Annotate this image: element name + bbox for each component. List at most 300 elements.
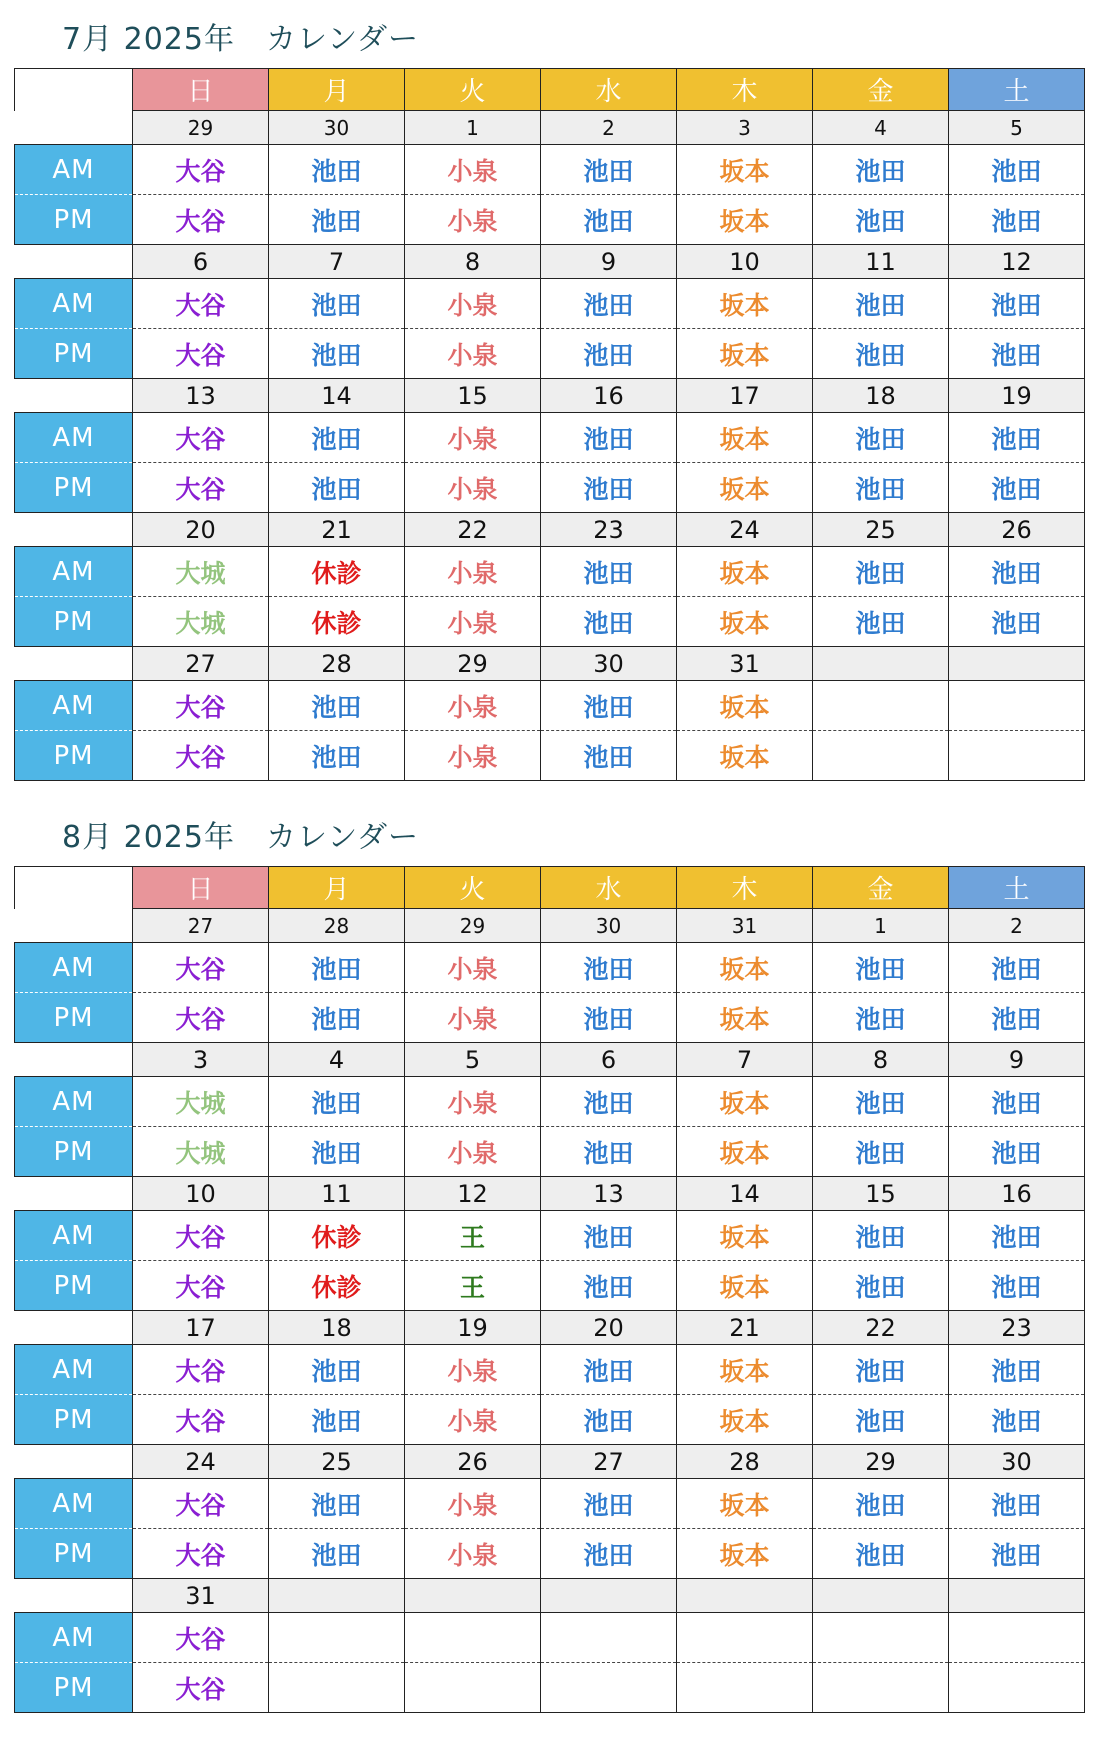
doctor-cell — [269, 1613, 405, 1663]
doctor-cell: 池田 — [541, 1395, 677, 1445]
date-cell — [949, 1579, 1085, 1613]
am-row — [15, 145, 1085, 195]
weekday-header: 月 — [269, 69, 405, 111]
doctor-cell: 池田 — [949, 413, 1085, 463]
date-cell: 4 — [813, 111, 949, 145]
date-row — [15, 111, 1085, 145]
weekday-header: 火 — [405, 867, 541, 909]
doctor-cell: 池田 — [949, 329, 1085, 379]
doctor-cell: 池田 — [813, 145, 949, 195]
doctor-cell: 坂本 — [677, 731, 813, 781]
doctor-cell: 王 — [405, 1261, 541, 1311]
doctor-cell: 大城 — [133, 597, 269, 647]
date-cell: 16 — [949, 1177, 1085, 1211]
date-cell: 5 — [405, 1043, 541, 1077]
date-cell: 29 — [133, 111, 269, 145]
date-cell: 9 — [949, 1043, 1085, 1077]
date-row — [15, 909, 1085, 943]
pm-label: PM — [15, 1529, 133, 1579]
doctor-cell: 池田 — [269, 1127, 405, 1177]
am-label: AM — [15, 145, 133, 195]
date-cell: 6 — [541, 1043, 677, 1077]
doctor-cell: 大谷 — [133, 943, 269, 993]
doctor-cell: 小泉 — [405, 547, 541, 597]
date-row-label-blank — [15, 1177, 133, 1211]
date-cell: 2 — [949, 909, 1085, 943]
doctor-cell: 大谷 — [133, 1613, 269, 1663]
date-cell: 8 — [813, 1043, 949, 1077]
doctor-cell: 池田 — [949, 1479, 1085, 1529]
doctor-cell: 大谷 — [133, 1211, 269, 1261]
doctor-cell: 池田 — [269, 1077, 405, 1127]
am-label: AM — [15, 1479, 133, 1529]
doctor-cell: 坂本 — [677, 279, 813, 329]
weekday-header: 土 — [949, 69, 1085, 111]
date-cell: 15 — [405, 379, 541, 413]
doctor-cell: 池田 — [541, 597, 677, 647]
doctor-cell: 池田 — [813, 993, 949, 1043]
doctor-cell: 池田 — [269, 943, 405, 993]
date-cell: 7 — [269, 245, 405, 279]
doctor-cell: 小泉 — [405, 145, 541, 195]
date-cell: 31 — [677, 647, 813, 681]
doctor-cell: 小泉 — [405, 1127, 541, 1177]
calendar-table — [14, 68, 1085, 781]
date-cell: 30 — [541, 909, 677, 943]
am-row — [15, 1613, 1085, 1663]
date-cell — [541, 1579, 677, 1613]
doctor-cell: 大谷 — [133, 195, 269, 245]
doctor-cell: 池田 — [541, 1345, 677, 1395]
doctor-cell: 大谷 — [133, 993, 269, 1043]
doctor-cell: 大谷 — [133, 1395, 269, 1445]
date-cell: 18 — [269, 1311, 405, 1345]
doctor-cell: 池田 — [813, 943, 949, 993]
am-label: AM — [15, 547, 133, 597]
doctor-cell: 池田 — [949, 1211, 1085, 1261]
pm-label: PM — [15, 195, 133, 245]
date-cell: 21 — [677, 1311, 813, 1345]
date-row — [15, 1177, 1085, 1211]
doctor-cell: 池田 — [813, 1261, 949, 1311]
date-cell: 11 — [813, 245, 949, 279]
pm-label: PM — [15, 731, 133, 781]
doctor-cell: 坂本 — [677, 1345, 813, 1395]
doctor-cell: 大谷 — [133, 145, 269, 195]
weekday-header: 日 — [133, 867, 269, 909]
doctor-cell: 池田 — [949, 1395, 1085, 1445]
am-label: AM — [15, 681, 133, 731]
weekday-header: 金 — [813, 69, 949, 111]
doctor-cell: 大城 — [133, 1127, 269, 1177]
doctor-cell: 池田 — [813, 1077, 949, 1127]
pm-row — [15, 993, 1085, 1043]
date-cell: 29 — [405, 647, 541, 681]
doctor-cell: 坂本 — [677, 1479, 813, 1529]
am-label: AM — [15, 413, 133, 463]
doctor-cell — [813, 1663, 949, 1713]
doctor-cell: 休診 — [269, 1211, 405, 1261]
date-cell: 1 — [813, 909, 949, 943]
calendar-august — [14, 866, 1084, 1713]
doctor-cell: 池田 — [813, 463, 949, 513]
calendar-title-july: 7月 2025年 カレンダー — [62, 22, 420, 57]
pm-label: PM — [15, 329, 133, 379]
doctor-cell: 池田 — [269, 1529, 405, 1579]
doctor-cell: 坂本 — [677, 1395, 813, 1445]
doctor-cell: 池田 — [813, 1529, 949, 1579]
date-row-label-blank — [15, 1311, 133, 1345]
doctor-cell — [541, 1613, 677, 1663]
date-cell: 17 — [133, 1311, 269, 1345]
doctor-cell: 池田 — [813, 547, 949, 597]
doctor-cell: 坂本 — [677, 329, 813, 379]
doctor-cell: 池田 — [269, 145, 405, 195]
weekday-header: 火 — [405, 69, 541, 111]
pm-label: PM — [15, 1127, 133, 1177]
doctor-cell: 大谷 — [133, 329, 269, 379]
doctor-cell — [813, 681, 949, 731]
doctor-cell: 池田 — [269, 681, 405, 731]
doctor-cell: 池田 — [813, 597, 949, 647]
weekday-header: 木 — [677, 69, 813, 111]
doctor-cell: 池田 — [813, 195, 949, 245]
date-cell: 31 — [677, 909, 813, 943]
date-cell: 14 — [269, 379, 405, 413]
date-cell: 26 — [949, 513, 1085, 547]
am-row — [15, 943, 1085, 993]
doctor-cell: 坂本 — [677, 463, 813, 513]
date-cell: 4 — [269, 1043, 405, 1077]
date-cell: 10 — [133, 1177, 269, 1211]
date-cell: 25 — [813, 513, 949, 547]
doctor-cell: 坂本 — [677, 1529, 813, 1579]
doctor-cell: 休診 — [269, 547, 405, 597]
doctor-cell: 小泉 — [405, 463, 541, 513]
doctor-cell: 池田 — [949, 1077, 1085, 1127]
header-corner — [15, 69, 133, 111]
date-row — [15, 1579, 1085, 1613]
doctor-cell — [677, 1613, 813, 1663]
doctor-cell: 小泉 — [405, 1345, 541, 1395]
doctor-cell: 池田 — [541, 1077, 677, 1127]
date-cell: 3 — [677, 111, 813, 145]
doctor-cell: 池田 — [949, 195, 1085, 245]
doctor-cell: 池田 — [541, 329, 677, 379]
doctor-cell: 大谷 — [133, 463, 269, 513]
weekday-header-row — [15, 867, 1085, 909]
doctor-cell — [949, 731, 1085, 781]
date-cell: 21 — [269, 513, 405, 547]
doctor-cell: 池田 — [541, 1529, 677, 1579]
calendar-title-august: 8月 2025年 カレンダー — [62, 820, 420, 855]
doctor-cell: 小泉 — [405, 1529, 541, 1579]
doctor-cell: 大城 — [133, 1077, 269, 1127]
date-cell: 19 — [405, 1311, 541, 1345]
pm-label: PM — [15, 1663, 133, 1713]
date-cell: 27 — [133, 647, 269, 681]
doctor-cell: 池田 — [813, 1395, 949, 1445]
doctor-cell: 坂本 — [677, 597, 813, 647]
doctor-cell: 池田 — [541, 1479, 677, 1529]
date-cell: 30 — [269, 111, 405, 145]
weekday-header: 土 — [949, 867, 1085, 909]
date-cell: 13 — [541, 1177, 677, 1211]
date-cell — [677, 1579, 813, 1613]
am-label: AM — [15, 1345, 133, 1395]
doctor-cell: 池田 — [541, 195, 677, 245]
doctor-cell: 坂本 — [677, 1077, 813, 1127]
doctor-cell: 休診 — [269, 1261, 405, 1311]
header-corner — [15, 867, 133, 909]
doctor-cell: 坂本 — [677, 993, 813, 1043]
weekday-header: 木 — [677, 867, 813, 909]
pm-row — [15, 1261, 1085, 1311]
doctor-cell: 池田 — [949, 279, 1085, 329]
doctor-cell: 池田 — [949, 1127, 1085, 1177]
calendar-july — [14, 68, 1084, 781]
doctor-cell: 池田 — [949, 145, 1085, 195]
date-row — [15, 1311, 1085, 1345]
doctor-cell: 池田 — [813, 413, 949, 463]
am-label: AM — [15, 943, 133, 993]
doctor-cell: 小泉 — [405, 1077, 541, 1127]
date-cell: 6 — [133, 245, 269, 279]
doctor-cell: 坂本 — [677, 1127, 813, 1177]
doctor-cell: 池田 — [269, 993, 405, 1043]
doctor-cell: 池田 — [541, 993, 677, 1043]
am-row — [15, 681, 1085, 731]
date-cell: 11 — [269, 1177, 405, 1211]
doctor-cell: 小泉 — [405, 329, 541, 379]
date-cell: 20 — [133, 513, 269, 547]
doctor-cell: 池田 — [541, 145, 677, 195]
doctor-cell: 池田 — [541, 943, 677, 993]
doctor-cell: 池田 — [813, 1127, 949, 1177]
doctor-cell: 池田 — [269, 463, 405, 513]
date-row-label-blank — [15, 245, 133, 279]
weekday-header: 月 — [269, 867, 405, 909]
date-cell: 29 — [813, 1445, 949, 1479]
doctor-cell: 大谷 — [133, 279, 269, 329]
doctor-cell: 小泉 — [405, 413, 541, 463]
doctor-cell: 池田 — [541, 731, 677, 781]
date-cell: 17 — [677, 379, 813, 413]
doctor-cell: 大谷 — [133, 413, 269, 463]
date-cell — [949, 647, 1085, 681]
date-cell: 28 — [677, 1445, 813, 1479]
date-row — [15, 647, 1085, 681]
doctor-cell: 大谷 — [133, 681, 269, 731]
date-row-label-blank — [15, 513, 133, 547]
doctor-cell: 小泉 — [405, 681, 541, 731]
doctor-cell — [541, 1663, 677, 1713]
doctor-cell: 池田 — [269, 329, 405, 379]
doctor-cell: 池田 — [269, 195, 405, 245]
am-row — [15, 547, 1085, 597]
pm-label: PM — [15, 463, 133, 513]
date-cell: 10 — [677, 245, 813, 279]
date-cell: 19 — [949, 379, 1085, 413]
date-cell: 13 — [133, 379, 269, 413]
date-cell: 30 — [541, 647, 677, 681]
date-cell: 1 — [405, 111, 541, 145]
pm-row — [15, 1663, 1085, 1713]
date-cell: 9 — [541, 245, 677, 279]
doctor-cell: 坂本 — [677, 943, 813, 993]
doctor-cell: 小泉 — [405, 943, 541, 993]
date-cell: 27 — [133, 909, 269, 943]
date-cell: 22 — [813, 1311, 949, 1345]
date-cell: 24 — [133, 1445, 269, 1479]
doctor-cell: 小泉 — [405, 1479, 541, 1529]
doctor-cell: 池田 — [813, 1345, 949, 1395]
date-cell: 27 — [541, 1445, 677, 1479]
date-cell — [813, 1579, 949, 1613]
am-label: AM — [15, 279, 133, 329]
date-cell: 14 — [677, 1177, 813, 1211]
date-cell: 29 — [405, 909, 541, 943]
date-cell: 2 — [541, 111, 677, 145]
doctor-cell: 池田 — [269, 1395, 405, 1445]
date-cell: 5 — [949, 111, 1085, 145]
am-row — [15, 1345, 1085, 1395]
am-row — [15, 279, 1085, 329]
doctor-cell: 大谷 — [133, 1479, 269, 1529]
date-cell: 3 — [133, 1043, 269, 1077]
am-row — [15, 1077, 1085, 1127]
doctor-cell: 池田 — [541, 547, 677, 597]
date-row-label-blank — [15, 1579, 133, 1613]
am-label: AM — [15, 1613, 133, 1663]
date-cell: 28 — [269, 909, 405, 943]
doctor-cell: 坂本 — [677, 681, 813, 731]
date-cell: 12 — [405, 1177, 541, 1211]
doctor-cell: 大谷 — [133, 1345, 269, 1395]
date-row-label-blank — [15, 111, 133, 145]
doctor-cell — [949, 681, 1085, 731]
am-label: AM — [15, 1211, 133, 1261]
date-cell: 16 — [541, 379, 677, 413]
doctor-cell: 大谷 — [133, 1663, 269, 1713]
doctor-cell: 小泉 — [405, 279, 541, 329]
doctor-cell: 小泉 — [405, 731, 541, 781]
doctor-cell — [677, 1663, 813, 1713]
date-row — [15, 1043, 1085, 1077]
pm-label: PM — [15, 1395, 133, 1445]
pm-row — [15, 329, 1085, 379]
doctor-cell: 小泉 — [405, 1395, 541, 1445]
pm-row — [15, 1395, 1085, 1445]
doctor-cell: 坂本 — [677, 195, 813, 245]
date-cell: 20 — [541, 1311, 677, 1345]
doctor-cell: 坂本 — [677, 413, 813, 463]
doctor-cell: 大城 — [133, 547, 269, 597]
doctor-cell: 池田 — [949, 547, 1085, 597]
doctor-cell: 池田 — [541, 1211, 677, 1261]
date-row — [15, 245, 1085, 279]
doctor-cell: 池田 — [541, 279, 677, 329]
weekday-header: 水 — [541, 867, 677, 909]
date-row-label-blank — [15, 1445, 133, 1479]
date-cell: 18 — [813, 379, 949, 413]
doctor-cell: 坂本 — [677, 1261, 813, 1311]
doctor-cell — [813, 1613, 949, 1663]
date-cell: 23 — [949, 1311, 1085, 1345]
doctor-cell: 池田 — [541, 1127, 677, 1177]
date-row — [15, 513, 1085, 547]
doctor-cell: 池田 — [269, 413, 405, 463]
date-cell: 15 — [813, 1177, 949, 1211]
date-row-label-blank — [15, 379, 133, 413]
date-row-label-blank — [15, 1043, 133, 1077]
am-row — [15, 1479, 1085, 1529]
date-row-label-blank — [15, 909, 133, 943]
doctor-cell: 王 — [405, 1211, 541, 1261]
doctor-cell: 小泉 — [405, 993, 541, 1043]
doctor-cell: 池田 — [541, 1261, 677, 1311]
pm-row — [15, 1127, 1085, 1177]
pm-row — [15, 597, 1085, 647]
doctor-cell: 坂本 — [677, 145, 813, 195]
date-cell — [269, 1579, 405, 1613]
date-cell: 12 — [949, 245, 1085, 279]
pm-row — [15, 195, 1085, 245]
doctor-cell: 池田 — [949, 1345, 1085, 1395]
doctor-cell: 池田 — [269, 279, 405, 329]
doctor-cell — [813, 731, 949, 781]
pm-row — [15, 463, 1085, 513]
doctor-cell: 小泉 — [405, 195, 541, 245]
date-cell — [405, 1579, 541, 1613]
doctor-cell: 大谷 — [133, 1261, 269, 1311]
date-cell: 8 — [405, 245, 541, 279]
doctor-cell: 池田 — [269, 731, 405, 781]
doctor-cell: 池田 — [949, 993, 1085, 1043]
doctor-cell: 大谷 — [133, 731, 269, 781]
pm-label: PM — [15, 597, 133, 647]
weekday-header: 水 — [541, 69, 677, 111]
date-row — [15, 379, 1085, 413]
doctor-cell: 池田 — [269, 1479, 405, 1529]
date-cell: 30 — [949, 1445, 1085, 1479]
doctor-cell: 池田 — [949, 1529, 1085, 1579]
am-row — [15, 1211, 1085, 1261]
am-row — [15, 413, 1085, 463]
date-row-label-blank — [15, 647, 133, 681]
weekday-header: 金 — [813, 867, 949, 909]
doctor-cell: 池田 — [813, 1211, 949, 1261]
pm-label: PM — [15, 1261, 133, 1311]
doctor-cell: 池田 — [813, 329, 949, 379]
doctor-cell — [269, 1663, 405, 1713]
date-cell: 22 — [405, 513, 541, 547]
doctor-cell: 池田 — [813, 1479, 949, 1529]
am-label: AM — [15, 1077, 133, 1127]
doctor-cell: 池田 — [541, 681, 677, 731]
doctor-cell: 池田 — [269, 1345, 405, 1395]
date-row — [15, 1445, 1085, 1479]
doctor-cell: 坂本 — [677, 547, 813, 597]
date-cell: 31 — [133, 1579, 269, 1613]
date-cell: 26 — [405, 1445, 541, 1479]
doctor-cell: 池田 — [949, 943, 1085, 993]
doctor-cell — [949, 1613, 1085, 1663]
date-cell: 28 — [269, 647, 405, 681]
weekday-header: 日 — [133, 69, 269, 111]
date-cell: 25 — [269, 1445, 405, 1479]
doctor-cell: 池田 — [541, 413, 677, 463]
